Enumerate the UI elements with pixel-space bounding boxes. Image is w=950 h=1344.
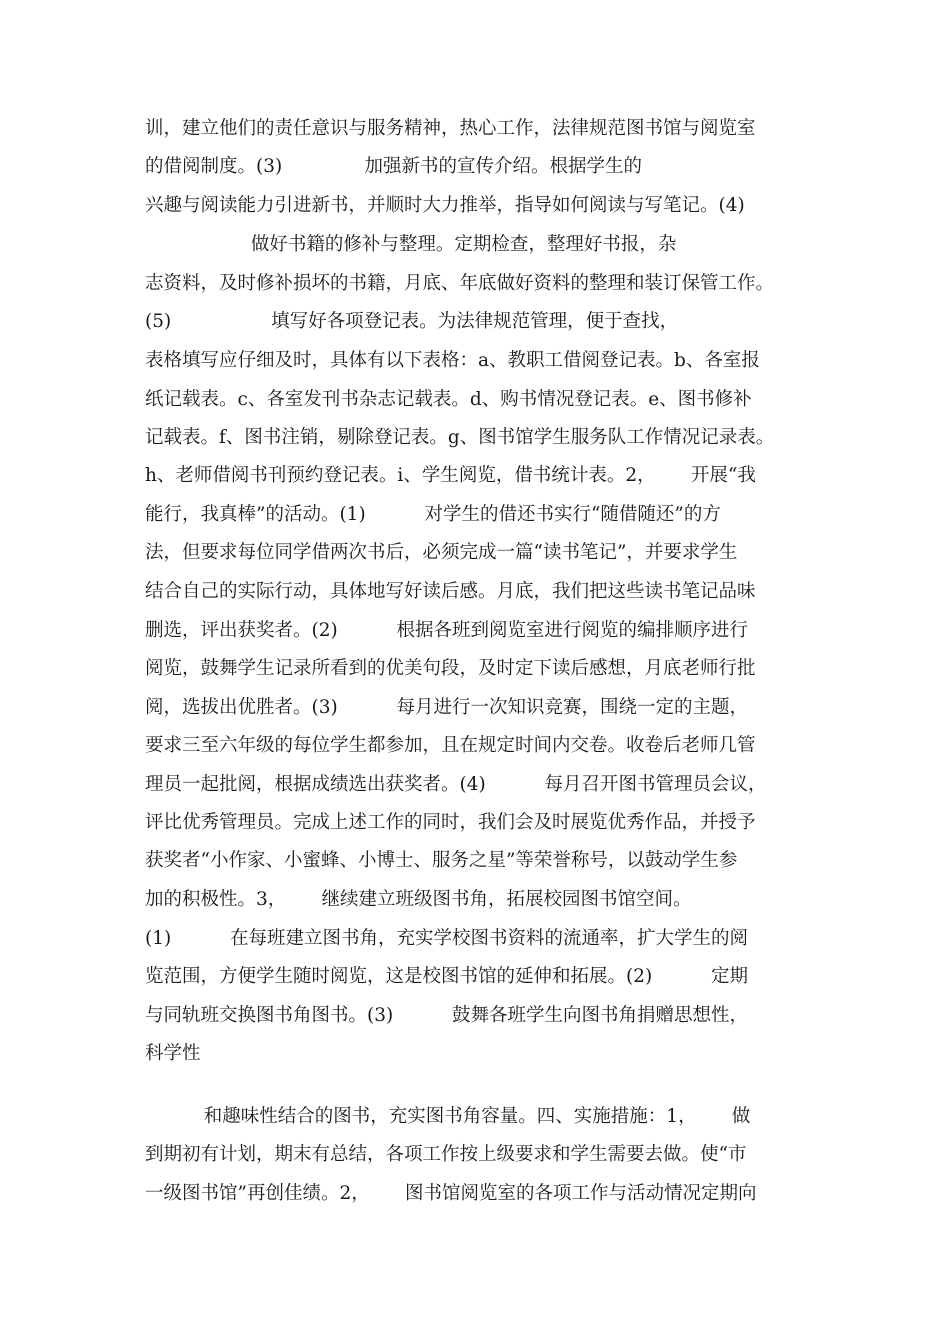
text-line: 阅览，鼓舞学生记录所看到的优美句段，及时定下读后感想，月底老师行批 (145, 658, 756, 679)
text-line: 纸记载表。c、各室发刊书杂志记载表。d、购书情况登记表。e、图书修补 (145, 389, 752, 410)
text-line: 要求三至六年级的每位学生都参加，且在规定时间内交卷。收卷后老师几管 (145, 735, 756, 756)
text-line: 的借阅制度。(3) 加强新书的宣传介绍。根据学生的 (145, 156, 643, 177)
text-line: 科学性 (145, 1043, 201, 1064)
text-line: 和趣味性结合的图书，充实图书角容量。四、实施措施：1， 做 (145, 1106, 751, 1127)
text-line: (1) 在每班建立图书角，充实学校图书资料的流通率，扩大学生的阅 (145, 928, 749, 949)
text-line: 览范围，方便学生随时阅览，这是校图书馆的延伸和拓展。(2) 定期 (145, 966, 749, 987)
text-line: 评比优秀管理员。完成上述工作的同时，我们会及时展览优秀作品，并授予 (145, 812, 756, 833)
text-line: 记载表。f、图书注销，剔除登记表。g、图书馆学生服务队工作情况记录表。 (145, 427, 775, 448)
text-line: 一级图书馆”再创佳绩。2， 图书馆阅览室的各项工作与活动情况定期向 (145, 1183, 757, 1204)
text-line: 结合自己的实际行动，具体地写好读后感。月底，我们把这些读书笔记品味 (145, 581, 756, 602)
text-line: 到期初有计划，期末有总结，各项工作按上级要求和学生需要去做。使“市 (145, 1144, 747, 1165)
text-line: h、老师借阅书刊预约登记表。i、学生阅览，借书统计表。2， 开展“我 (145, 465, 756, 486)
text-line: (5) 填写好各项登记表。为法律规范管理，便于查找， (145, 311, 679, 332)
text-line: 兴趣与阅读能力引进新书，并顺时大力推举，指导如何阅读与写笔记。(4) (145, 195, 745, 216)
text-line: 志资料，及时修补损坏的书籍，月底、年底做好资料的整理和装订保管工作。 (145, 273, 775, 294)
text-line: 阅，选拔出优胜者。(3) 每月进行一次知识竞赛，围绕一定的主题， (145, 697, 749, 718)
text-line: 与同轨班交换图书角图书。(3) 鼓舞各班学生向图书角捐赠思想性， (145, 1005, 749, 1026)
text-line: 法，但要求每位同学借两次书后，必须完成一篇“读书笔记”，并要求学生 (145, 542, 738, 563)
text-line: 理员一起批阅，根据成绩选出获奖者。(4) 每月召开图书管理员会议， (145, 774, 767, 795)
text-line: 加的积极性。3， 继续建立班级图书角，拓展校园图书馆空间。 (145, 889, 692, 910)
text-line: 做好书籍的修补与整理。定期检查，整理好书报，杂 (145, 234, 677, 255)
text-line: 表格填写应仔细及时，具体有以下表格：a、教职工借阅登记表。b、各室报 (145, 350, 760, 371)
text-line: 能行，我真棒”的活动。(1) 对学生的借还书实行“随借随还”的方 (145, 504, 721, 525)
text-line: 删选，评出获奖者。(2) 根据各班到阅览室进行阅览的编排顺序进行 (145, 620, 749, 641)
text-line: 获奖者“小作家、小蜜蜂、小博士、服务之星”等荣誉称号，以鼓动学生参 (145, 850, 738, 871)
text-line: 训，建立他们的责任意识与服务精神，热心工作，法律规范图书馆与阅览室 (145, 118, 756, 139)
